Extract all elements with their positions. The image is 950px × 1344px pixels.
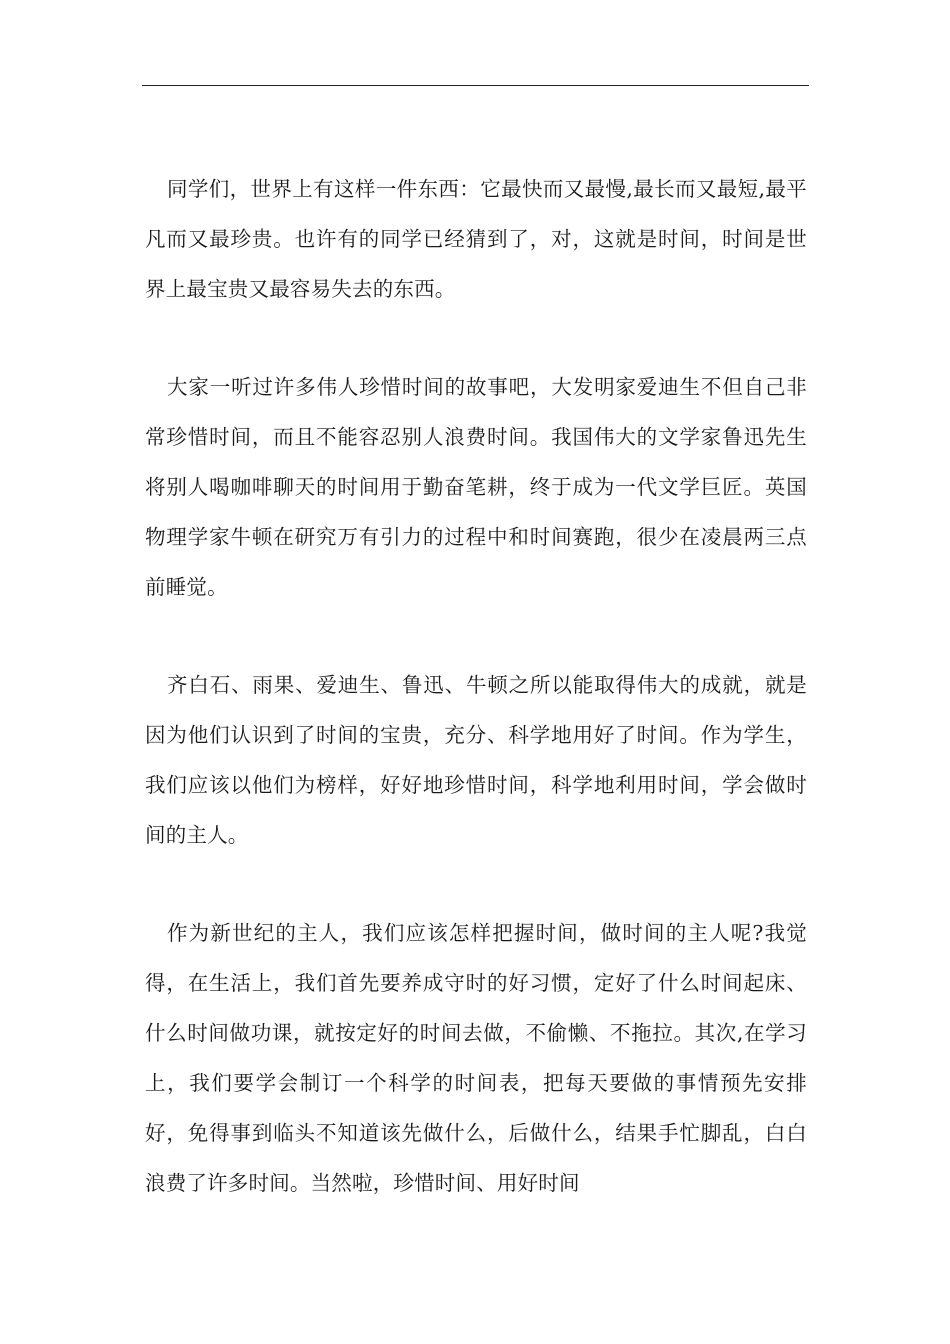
paragraph-3: 齐白石、雨果、爱迪生、鲁迅、牛顿之所以能取得伟大的成就，就是因为他们认识到了时间的宝贵，充分、科学地用好了时间。作为学生，我们应该以他们为榜样，好好地珍惜时间，科学地利用时间，学会做时间的主人。 [145,673,807,847]
paragraph-2: 大家一听过许多伟人珍惜时间的故事吧，大发明家爱迪生不但自己非常珍惜时间，而且不能容忍别人浪费时间。我国伟大的文学家鲁迅先生将别人喝咖啡聊天的时间用于勤奋笔耕，终于成为一代文学巨匠。英国物理学家牛顿在研究万有引力的过程中和时间赛跑，很少在凌晨两三点前睡觉。 [145,375,807,599]
paragraph-4: 作为新世纪的主人，我们应该怎样把握时间，做时间的主人呢?我觉得，在生活上，我们首先要养成守时的好习惯，定好了什么时间起床、什么时间做功课，就按定好的时间去做，不偷懒、不拖拉。其次,在学习上，我们要学会制订一个科学的时间表，把每天要做的事情预先安排好，免得事到临头不知道该先做什么，后做什么，结果手忙脚乱，白白浪费了许多时间。当然啦，珍惜时间、用好时间 [145,921,807,1195]
header-rule [142,85,809,86]
document-body [145,164,807,1208]
paragraph-1: 同学们，世界上有这样一件东西：它最快而又最慢,最长而又最短,最平凡而又最珍贵。也许有的同学已经猜到了，对，这就是时间，时间是世界上最宝贵又最容易失去的东西。 [145,177,807,301]
